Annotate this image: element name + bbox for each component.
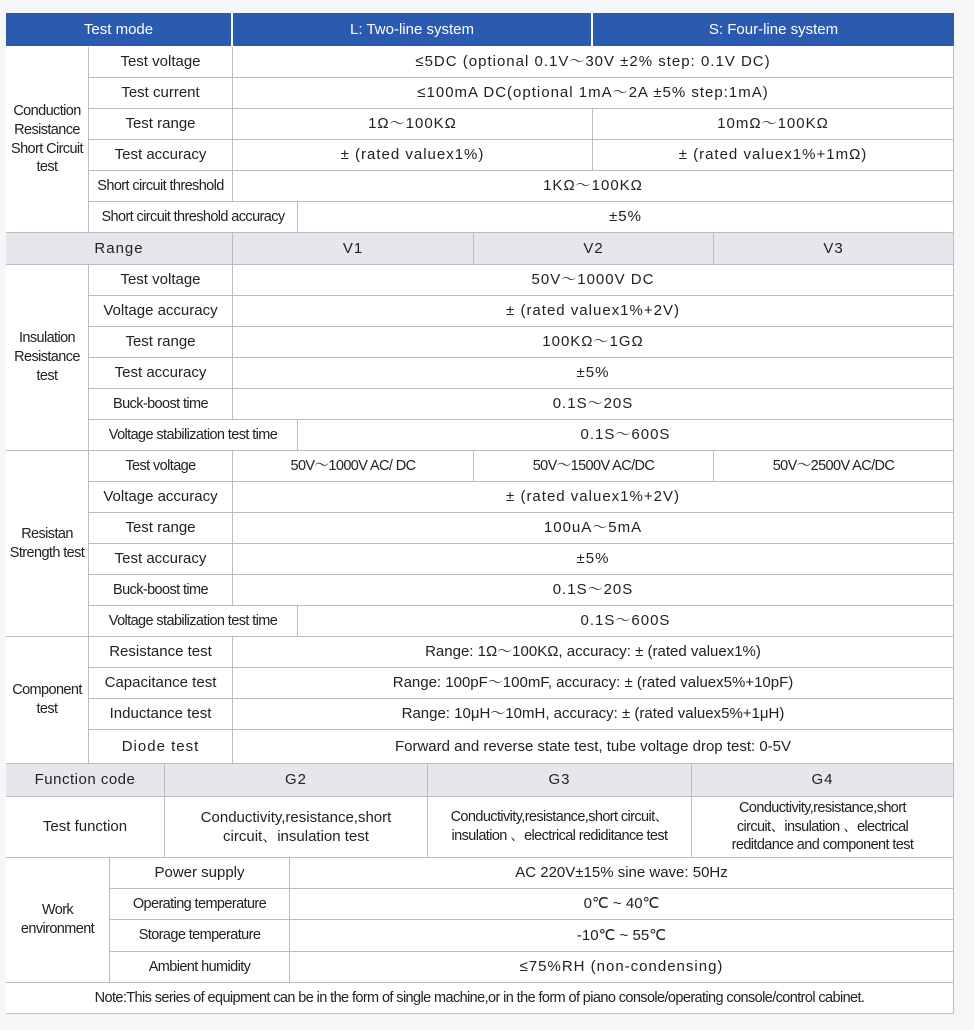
strength-group-label: Resistan Strength test xyxy=(6,451,89,637)
conduction-row-label: Short circuit threshold accuracy xyxy=(89,202,298,233)
component-row-label: Resistance test xyxy=(89,637,233,668)
conduction-l-value: 1Ω～100KΩ xyxy=(233,109,593,140)
conduction-group-label: Conduction Resistance Short Circuit test xyxy=(6,47,89,233)
conduction-s-value: ± (rated valuex1%+1mΩ) xyxy=(593,140,954,171)
component-row-label: Inductance test xyxy=(89,699,233,730)
conduction-l-value: ± (rated valuex1%) xyxy=(233,140,593,171)
test-function-g4: Conductivity,resistance,short circuit、insulation 、electrical reditdance and component test xyxy=(692,797,954,858)
test-function-label: Test function xyxy=(6,797,165,858)
component-row-value: Forward and reverse state test, tube voltage drop test: 0-5V xyxy=(233,730,954,764)
insulation-row-label: Test voltage xyxy=(89,265,233,296)
strength-row-label: Test accuracy xyxy=(89,544,233,575)
strength-v1-value: 50V～1000V AC/ DC xyxy=(233,451,474,482)
component-row-label: Diode test xyxy=(89,730,233,764)
function-code-g3: G3 xyxy=(428,764,692,797)
work-env-row-label: Storage temperature xyxy=(110,920,290,952)
conduction-row-label: Test voltage xyxy=(89,47,233,78)
component-row-value: Range: 10μH～10mH, accuracy: ± (rated valuex5%+1μH) xyxy=(233,699,954,730)
conduction-row-label: Test accuracy xyxy=(89,140,233,171)
conduction-row-label: Test current xyxy=(89,78,233,109)
insulation-row-label: Buck-boost time xyxy=(89,389,233,420)
header-l-mode: L: Two-line system xyxy=(233,13,593,47)
work-env-row-value: -10℃ ~ 55℃ xyxy=(290,920,954,952)
insulation-row-value: ± (rated valuex1%+2V) xyxy=(233,296,954,327)
strength-row-label: Voltage stabilization test time xyxy=(89,606,298,637)
work-env-row-value: AC 220V±15% sine wave: 50Hz xyxy=(290,858,954,889)
insulation-row-value: 100KΩ～1GΩ xyxy=(233,327,954,358)
strength-row-value: 100uA～5mA xyxy=(233,513,954,544)
work-env-row-label: Power supply xyxy=(110,858,290,889)
function-code-g2: G2 xyxy=(165,764,428,797)
strength-row-label: Voltage accuracy xyxy=(89,482,233,513)
insulation-group-label: Insulation Resistance test xyxy=(6,265,89,451)
conduction-s-value: 10mΩ～100KΩ xyxy=(593,109,954,140)
conduction-row-value: ≤100mA DC(optional 1mA～2A ±5% step:1mA) xyxy=(233,78,954,109)
range-header-v2: V2 xyxy=(474,233,714,265)
strength-v2-value: 50V～1500V AC/DC xyxy=(474,451,714,482)
strength-row-value: 0.1S～600S xyxy=(298,606,954,637)
insulation-row-label: Test accuracy xyxy=(89,358,233,389)
conduction-row-value: ≤5DC (optional 0.1V～30V ±2% step: 0.1V DC) xyxy=(233,47,954,78)
insulation-row-value: ±5% xyxy=(233,358,954,389)
note-text: Note:This series of equipment can be in the form of single machine,or in the form of piano console/operating console/control cabinet. xyxy=(6,983,954,1014)
conduction-row-label: Short circuit threshold xyxy=(89,171,233,202)
strength-row-label: Test range xyxy=(89,513,233,544)
work-env-row-value: 0℃ ~ 40℃ xyxy=(290,889,954,920)
range-header-v3: V3 xyxy=(714,233,954,265)
test-function-g3: Conductivity,resistance,short circuit、insulation 、electrical rediditance test xyxy=(428,797,692,858)
test-function-g2: Conductivity,resistance,short circuit、insulation test xyxy=(165,797,428,858)
function-code-g4: G4 xyxy=(692,764,954,797)
header-test-mode: Test mode xyxy=(6,13,233,47)
work-env-row-label: Ambient humidity xyxy=(110,952,290,983)
range-header-v1: V1 xyxy=(233,233,474,265)
insulation-row-label: Test range xyxy=(89,327,233,358)
strength-row-value: ± (rated valuex1%+2V) xyxy=(233,482,954,513)
work-env-group-label: Work environment xyxy=(6,858,110,983)
component-row-value: Range: 100pF～100mF, accuracy: ± (rated valuex5%+10pF) xyxy=(233,668,954,699)
strength-row-label: Test voltage xyxy=(89,451,233,482)
component-row-value: Range: 1Ω～100KΩ, accuracy: ± (rated valuex1%) xyxy=(233,637,954,668)
strength-row-value: ±5% xyxy=(233,544,954,575)
insulation-row-value: 0.1S～600S xyxy=(298,420,954,451)
work-env-row-label: Operating temperature xyxy=(110,889,290,920)
insulation-row-value: 50V～1000V DC xyxy=(233,265,954,296)
strength-row-value: 0.1S～20S xyxy=(233,575,954,606)
strength-v3-value: 50V～2500V AC/DC xyxy=(714,451,954,482)
work-env-row-value: ≤75%RH (non-condensing) xyxy=(290,952,954,983)
conduction-row-label: Test range xyxy=(89,109,233,140)
insulation-row-label: Voltage accuracy xyxy=(89,296,233,327)
insulation-row-value: 0.1S～20S xyxy=(233,389,954,420)
header-s-mode: S: Four-line system xyxy=(593,13,954,47)
component-row-label: Capacitance test xyxy=(89,668,233,699)
conduction-row-value: ±5% xyxy=(298,202,954,233)
strength-row-label: Buck-boost time xyxy=(89,575,233,606)
function-code-label: Function code xyxy=(6,764,165,797)
component-group-label: Component test xyxy=(6,637,89,764)
conduction-row-value: 1KΩ～100KΩ xyxy=(233,171,954,202)
insulation-row-label: Voltage stabilization test time xyxy=(89,420,298,451)
range-header-label: Range xyxy=(6,233,233,265)
